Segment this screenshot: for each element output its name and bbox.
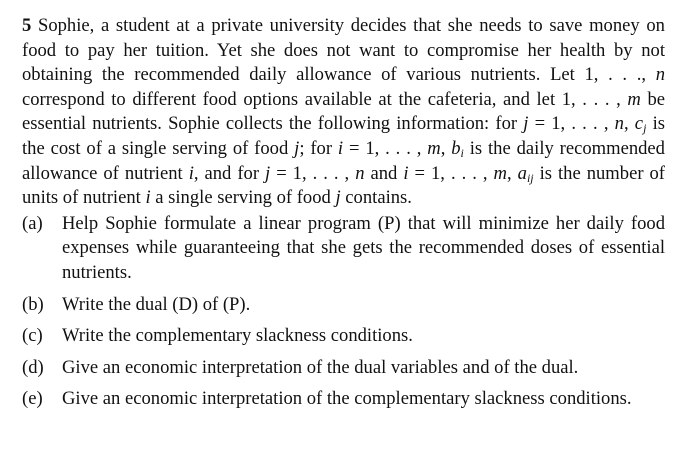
units-symbol: a (517, 162, 527, 184)
question-part (22, 212, 665, 286)
part-label: (b) (22, 293, 44, 315)
question-part (22, 293, 665, 318)
part-text: Write the complementary slackness conditions. (62, 325, 413, 347)
part-label: (e) (22, 388, 43, 410)
cost-symbol: c (634, 113, 644, 135)
part-text: Give an economic interpretation of the dual variables and of the dual. (62, 356, 579, 378)
question-parts (22, 212, 665, 412)
question-part (22, 356, 665, 381)
question-number: 5 (22, 15, 32, 36)
part-label: (d) (22, 356, 44, 378)
part-text: Help Sophie formulate a linear program (P) that will minimize her daily food expenses while guaranteeing that she gets the recommended doses of essential nutrients. (62, 212, 665, 283)
question-part (22, 387, 665, 412)
question-part (22, 324, 665, 349)
part-label: (c) (22, 325, 43, 347)
part-label: (a) (22, 212, 43, 234)
part-text: Give an economic interpretation of the complementary slackness conditions. (62, 388, 632, 410)
part-text: Write the dual (D) of (P). (62, 293, 251, 315)
allowance-symbol: b (451, 137, 461, 159)
problem-document (22, 14, 665, 419)
problem-statement: 5 Sophie, a student at a private university decides that she needs to save money on food to pay her tuition. Yet she does not want to compromise her health by not obtaining the recommended daily allowance of various nutrients. Let 1, . . ., n correspond to different food options available at the cafeteria, and let 1, . . . , m be essential nutrients. Sophie collects the following information: for j = 1, . . . , n, $c_j$ is the cost of a single serving of food j; for i = 1, . . . , m, $b_i$ is the daily recommended allowance of nutrient i, and for j = 1, . . . , n and i = 1, . . . , m, $a_{ij}$ is the number of units of nutrient i a single serving of food j contains. (22, 15, 666, 209)
